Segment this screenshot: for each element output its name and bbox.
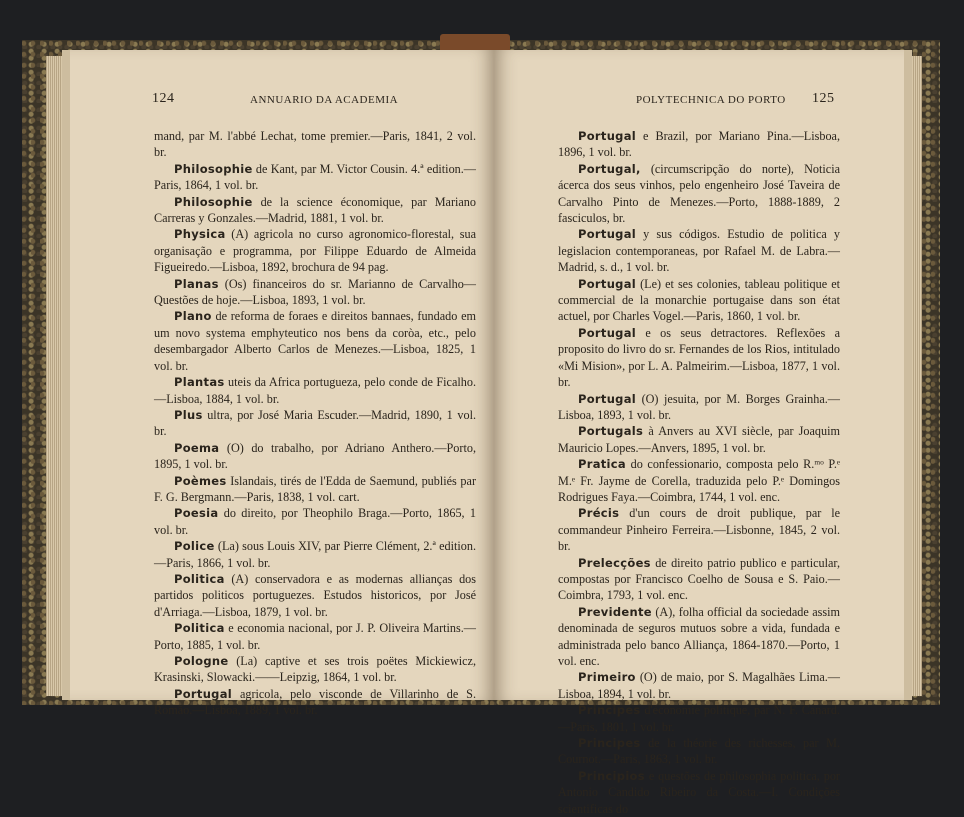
entry-text: (A) agricola no curso agronomico-florestal, sua organisação e programma, por Filippe Eduardo de Almeida Figueiredo.—Lisboa, 1892, brochura de 94 pag. xyxy=(154,227,476,275)
page-edges-left xyxy=(46,56,62,696)
catalog-entry xyxy=(558,669,840,702)
entry-text: à Anvers au XVI siècle, par Joaquim Mauricio Lopes.—Anvers, 1895, 1 vol. br. xyxy=(558,424,840,455)
catalog-entry xyxy=(558,391,840,424)
entry-text: e Brazil, por Mariano Pina.—Lisboa, 1896, 1 vol. br. xyxy=(558,129,840,160)
entry-text: Islandais, tirés de l'Edda de Saemund, publiés par F. G. Bergmann.—Paris, 1838, 1 vol. cart. xyxy=(154,473,476,504)
catalog-entry xyxy=(154,308,476,374)
catalog-entry xyxy=(154,440,476,473)
entry-text: (O) de maio, por S. Magalhães Lima.—Lisboa, 1894, 1 vol. br. xyxy=(558,670,840,701)
entry-heading: Philosophie xyxy=(174,194,253,209)
entry-text: do direito, por Theophilo Braga.—Porto, 1865, 1 vol. br. xyxy=(154,506,476,537)
entry-heading: Principes xyxy=(578,736,641,751)
catalog-entry xyxy=(154,620,476,653)
catalog-entry xyxy=(154,505,476,538)
right-page-header xyxy=(494,91,904,110)
catalog-entry xyxy=(558,505,840,554)
entry-text: (circumscripção do norte), Noticia ácerca dos seus vinhos, pelo engenheiro José Taveira de Carvalho Pinto de Menezes.—Porto, 1888-1889, 2 fasciculos, br. xyxy=(558,161,840,226)
entry-text: d'un cours de droit publique, par le commandeur Pinheiro Ferreira.—Lisbonne, 1845, 2 vol. br. xyxy=(558,506,840,554)
entry-text: ultra, por José Maria Escuder.—Madrid, 1890, 1 vol. br. xyxy=(154,407,476,439)
entry-heading: Poèmes xyxy=(174,473,227,488)
entry-heading: Plano xyxy=(174,309,212,324)
entry-heading: Portugal xyxy=(578,325,637,340)
entry-heading: Principios xyxy=(578,768,645,783)
left-running-head: ANNUARIO DA ACADEMIA xyxy=(250,94,399,106)
catalog-entry xyxy=(154,226,476,275)
right-page-number: 125 xyxy=(812,91,835,106)
left-page-number: 124 xyxy=(152,91,175,106)
entry-heading: Previdente xyxy=(578,604,652,619)
catalog-entry xyxy=(558,423,840,456)
entry-heading: Philosophie xyxy=(174,161,253,176)
entry-text: do confessionario, composta pelo R.ᵐᵒ P.ᵉ M.ᵉ Fr. Jayme de Corella, traduzida pelo P.ᵉ Domingos Rodrigues Faya.—Coimbra, 1744, 1 vol. enc. xyxy=(558,457,840,504)
entry-text: de direito patrio publico e particular, compostas por Francisco Coelho de Sousa e S. Paio.—Coimbra, 1793, 1 vol. enc. xyxy=(558,555,840,603)
entry-text: de reforma de foraes e direitos bannaes, fundado em um novo systema emphyteutico nos bens da coròa, etc., pelo desembargador Alberto Carlos de Menezes.—Lisboa, 1825, 1 vol. br. xyxy=(154,309,476,373)
catalog-entry xyxy=(558,276,840,325)
catalog-entry xyxy=(154,128,476,161)
catalog-entry xyxy=(154,374,476,407)
entry-text: (Le) et ses colonies, tableau politique et commercial de la monarchie portugaise dans son état actuel, por Charles Vogel.—Paris, 1860, 1 vol. br. xyxy=(558,276,840,324)
entry-text: y sus códigos. Estudio de politica y legislacion contemporaneas, por Rafael M. de Labra.—Madrid, s. d., 1 vol. br. xyxy=(558,227,840,275)
catalog-entry xyxy=(558,161,840,227)
catalog-entry xyxy=(154,276,476,309)
entry-heading: Portugal xyxy=(578,129,637,143)
entry-heading: Politica xyxy=(174,571,225,586)
entry-heading: Portugals xyxy=(578,424,644,439)
entry-heading: Poesia xyxy=(174,506,219,521)
entry-text: e questões de philosophia politica, por Antonio Candido Ribeiro da Costa.—I. Condições scientificas do xyxy=(558,768,840,816)
entry-heading: Politica xyxy=(174,621,225,636)
entry-text: (La) captive et ses trois poëtes Mickiewicz, Krasinski, Slowacki.——Leipzig, 1864, 1 vol. br. xyxy=(154,654,476,685)
entry-heading: Planas xyxy=(174,276,219,291)
catalog-entry xyxy=(154,161,476,194)
catalog-entry xyxy=(154,407,476,440)
catalog-entry xyxy=(154,473,476,506)
entry-heading: Portugal, xyxy=(578,161,641,176)
entry-text: (O) jesuita, por M. Borges Grainha.—Lisboa, 1893, 1 vol. br. xyxy=(558,391,840,422)
catalog-entry xyxy=(558,325,840,391)
entry-heading: Portugal xyxy=(578,391,637,406)
entry-text: (A), folha official da sociedade assim denominada de seguros mutuos sobre a vida, fundada e administrada pelo banco Alliança, 1864-1870.—Porto, 1 vol. enc. xyxy=(558,604,840,668)
entry-heading: Pratica xyxy=(578,457,626,472)
entry-heading: Physica xyxy=(174,227,226,242)
catalog-entry xyxy=(154,538,476,571)
left-page-body xyxy=(154,128,476,719)
catalog-entry xyxy=(154,194,476,227)
entry-heading: Pologne xyxy=(174,654,229,668)
entry-text: de la science économique, par Mariano Carreras y Gonzales.—Madrid, 1881, 1 vol. br. xyxy=(154,194,476,226)
entry-text: (A) conservadora e as modernas allianças dos partidos politicos portuguezes. Estudos historicos, por José d'Arriaga.—Lisboa, 1879, 1 vol. br. xyxy=(154,571,476,619)
entry-heading: Portugal xyxy=(578,227,637,242)
entry-heading: Poema xyxy=(174,440,220,455)
catalog-entry xyxy=(154,571,476,620)
catalog-entry xyxy=(558,768,840,817)
entry-heading: Portugal xyxy=(174,686,233,701)
catalog-entry xyxy=(558,226,840,275)
catalog-entry xyxy=(558,604,840,670)
entry-text: uteis da Africa portugueza, pelo conde de Ficalho.—Lisboa, 1884, 1 vol. br. xyxy=(154,375,476,406)
right-page-body xyxy=(558,128,840,817)
entry-text: e economia nacional, por J. P. Oliveira Martins.—Porto, 1885, 1 vol. br. xyxy=(154,621,476,652)
catalog-entry xyxy=(558,555,840,604)
entry-heading: Primeiro xyxy=(578,670,636,685)
entry-text: (La) sous Louis XIV, par Pierre Clément, 2.ª edition.—Paris, 1866, 1 vol. br. xyxy=(154,539,476,570)
entry-heading: Précis xyxy=(578,506,620,521)
catalog-entry xyxy=(558,128,840,161)
entry-heading: Police xyxy=(174,539,215,554)
catalog-entry xyxy=(154,653,476,686)
entry-heading: Plantas xyxy=(174,375,225,390)
entry-text: de la théorie des richesses, par M. Cournot.—Paris, 1863, 1 vol. br. xyxy=(558,736,840,767)
entry-heading: Portugal xyxy=(578,276,637,291)
entry-heading: Prelecções xyxy=(578,555,651,570)
entry-text: (Os) financeiros do sr. Marianno de Carvalho—Questões de hoje.—Lisboa, 1893, 1 vol. br. xyxy=(154,276,476,308)
entry-text: d'économie politique, par N. F. Canard.—Paris, 1801, 1 vol. br. xyxy=(558,703,840,734)
entry-text: e os seus detractores. Reflexões a proposito do livro do sr. Fernandes de los Rios, intitulado «Mi Mision», por L. A. Palmeirim.—Lisboa, 1877, 1 vol. br. xyxy=(558,325,840,390)
catalog-entry xyxy=(558,702,840,735)
entry-text: mand, par M. l'abbé Lechat, tome premier.—Paris, 1841, 2 vol. br. xyxy=(154,129,476,160)
catalog-entry xyxy=(558,456,840,505)
entry-heading: Principes xyxy=(578,703,641,718)
catalog-entry xyxy=(558,735,840,768)
catalog-entry xyxy=(154,686,476,719)
left-page-header xyxy=(70,91,494,110)
right-page xyxy=(494,50,912,816)
entry-text: de Kant, par M. Victor Cousin. 4.ª edition.—Paris, 1864, 1 vol. br. xyxy=(154,161,476,193)
right-running-head: POLYTECHNICA DO PORTO xyxy=(636,94,786,106)
entry-text: (O) do trabalho, por Adriano Anthero.—Porto, 1895, 1 vol. br. xyxy=(154,440,476,472)
entry-heading: Plus xyxy=(174,407,203,422)
entry-text: agricola, pelo visconde de Villarinho de S. Romão.—Lisboa, 1889, 1 vol. br. xyxy=(154,686,476,718)
left-page xyxy=(62,50,494,718)
